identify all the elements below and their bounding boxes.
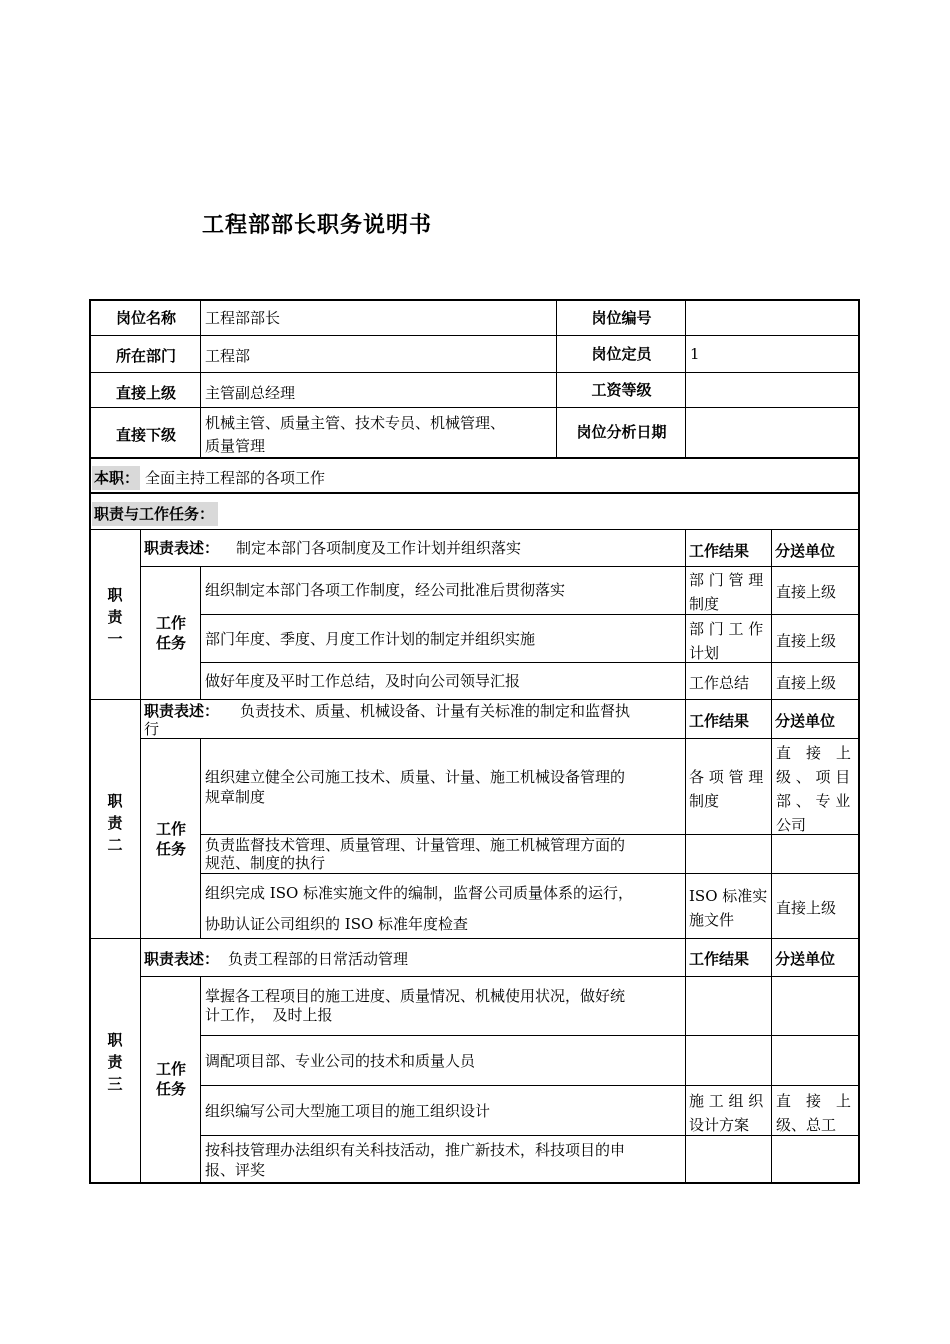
- section-1-label: 职 责 一: [107, 586, 123, 648]
- task-result: 施 工 组 织: [689, 1092, 764, 1110]
- row-divider: [90, 407, 860, 408]
- col-divider: [685, 529, 686, 1182]
- section-2-result-header: 工作结果: [689, 712, 750, 730]
- table-border-top: [90, 299, 860, 301]
- task-text: 报、评奖: [205, 1161, 266, 1179]
- task-result: 部 门 工 作: [689, 620, 764, 638]
- task-text: 协助认证公司组织的 ISO 标准年度检查: [205, 915, 469, 933]
- task-text: 组织建立健全公司施工技术、质量、计量、施工机械设备管理的: [205, 768, 626, 786]
- section-1-send-header: 分送单位: [775, 542, 836, 560]
- task-result: 部 门 管 理: [689, 571, 764, 589]
- salary-label: 工资等级: [591, 381, 652, 399]
- table-border-bottom: [90, 1182, 860, 1184]
- subordinate-value-line1: 机械主管、质量主管、技术专员、机械管理、: [205, 414, 506, 432]
- col-divider: [200, 299, 201, 457]
- section-2-label: 职 责 二: [107, 792, 123, 854]
- col-divider: [200, 738, 201, 938]
- task-send: 直接上级: [776, 899, 837, 917]
- post-name-label: 岗位名称: [115, 309, 176, 327]
- task-result: 工作总结: [689, 674, 750, 692]
- task-send: 直接上级: [776, 674, 837, 692]
- col-divider: [200, 566, 201, 699]
- quota-value: 1: [690, 345, 700, 363]
- duty-text: 全面主持工程部的各项工作: [145, 469, 326, 487]
- col-divider: [771, 529, 772, 1182]
- row-divider: [200, 873, 860, 874]
- quota-label: 岗位定员: [591, 345, 652, 363]
- row-divider: [90, 457, 860, 459]
- task-send: 部 、 专 业: [776, 792, 851, 810]
- row-divider: [90, 938, 860, 939]
- task-text: 负责监督技术管理、质量管理、计量管理、施工机械管理方面的: [205, 836, 626, 854]
- section-3-task-label: 工作 任务: [155, 1060, 186, 1098]
- section-2-send-header: 分送单位: [775, 712, 836, 730]
- analysis-date-label: 岗位分析日期: [576, 423, 667, 441]
- task-text: 组织编写公司大型施工项目的施工组织设计: [205, 1102, 491, 1120]
- row-divider: [140, 566, 860, 567]
- col-divider: [200, 976, 201, 1182]
- task-send: 公司: [776, 816, 807, 834]
- task-send: 直接上级: [776, 583, 837, 601]
- task-result: 制度: [689, 792, 720, 810]
- row-divider: [90, 529, 860, 530]
- section-3-desc-label: 职责表述：: [144, 950, 220, 968]
- task-result: 设计方案: [689, 1116, 750, 1134]
- superior-value: 主管副总经理: [205, 384, 296, 402]
- dept-value: 工程部: [205, 347, 251, 365]
- section-3-label: 职 责 三: [107, 1031, 123, 1093]
- section-1-task-label: 工作 任务: [155, 614, 186, 652]
- task-text: 规章制度: [205, 788, 266, 806]
- row-divider: [200, 1085, 860, 1086]
- task-text: 做好年度及平时工作总结，及时向公司领导汇报: [205, 672, 521, 690]
- section-2-desc-label: 职责表述：: [144, 702, 220, 720]
- task-result: 施文件: [689, 911, 735, 929]
- task-send: 直 接 上: [776, 744, 852, 762]
- col-divider: [140, 529, 141, 1182]
- table-border-right: [858, 299, 860, 1184]
- row-divider: [90, 699, 860, 700]
- section-1-result-header: 工作结果: [689, 542, 750, 560]
- task-text: 按科技管理办法组织有关科技活动，推广新技术，科技项目的申: [205, 1141, 626, 1159]
- task-send: 直 接 上: [776, 1092, 852, 1110]
- post-no-label: 岗位编号: [591, 309, 652, 327]
- task-send: 级、总工: [776, 1116, 837, 1134]
- section-1-desc-label: 职责表述：: [144, 539, 220, 557]
- subordinate-value-line2: 质量管理: [205, 437, 266, 455]
- row-divider: [140, 976, 860, 977]
- task-send: 级 、 项 目: [776, 768, 851, 786]
- section-3-desc: 负责工程部的日常活动管理: [228, 950, 409, 968]
- row-divider: [200, 614, 860, 615]
- task-text: 调配项目部、专业公司的技术和质量人员: [205, 1052, 476, 1070]
- row-divider: [200, 1035, 860, 1036]
- section-3-send-header: 分送单位: [775, 950, 836, 968]
- task-text: 计工作， 及时上报: [205, 1006, 333, 1024]
- row-divider: [200, 1135, 860, 1136]
- section-1-desc: 制定本部门各项制度及工作计划并组织落实: [236, 539, 522, 557]
- task-text: 规范、制度的执行: [205, 854, 326, 872]
- table-border-left: [89, 299, 91, 1184]
- task-result: 各 项 管 理: [689, 768, 764, 786]
- col-divider: [685, 299, 686, 457]
- row-divider: [90, 372, 860, 373]
- task-text: 掌握各工程项目的施工进度、质量情况、机械使用状况，做好统: [205, 987, 626, 1005]
- duty-label: 本职：: [94, 469, 140, 487]
- section-2-task-label: 工作 任务: [155, 820, 186, 858]
- section-2-desc-line1: 负责技术、质量、机械设备、计量有关标准的制定和监督执: [240, 702, 631, 720]
- task-text: 组织制定本部门各项工作制度，经公司批准后贯彻落实: [205, 581, 566, 599]
- task-result: 计划: [689, 644, 720, 662]
- task-text: 组织完成 ISO 标准实施文件的编制，监督公司质量体系的运行，: [205, 884, 634, 902]
- duties-header: 职责与工作任务：: [94, 505, 215, 523]
- section-3-result-header: 工作结果: [689, 950, 750, 968]
- subordinate-label: 直接下级: [115, 426, 176, 444]
- task-result: 制度: [689, 595, 720, 613]
- page-title: 工程部部长职务说明书: [202, 213, 433, 238]
- row-divider: [140, 738, 860, 739]
- post-name-value: 工程部部长: [205, 309, 281, 327]
- section-2-desc-line2: 行: [144, 720, 160, 738]
- row-divider: [200, 662, 860, 663]
- task-send: 直接上级: [776, 632, 837, 650]
- row-divider: [90, 335, 860, 336]
- dept-label: 所在部门: [115, 347, 176, 365]
- col-divider: [556, 299, 557, 457]
- row-divider: [90, 492, 860, 494]
- task-result: ISO 标准实: [689, 887, 768, 905]
- task-text: 部门年度、季度、月度工作计划的制定并组织实施: [205, 630, 536, 648]
- superior-label: 直接上级: [115, 384, 176, 402]
